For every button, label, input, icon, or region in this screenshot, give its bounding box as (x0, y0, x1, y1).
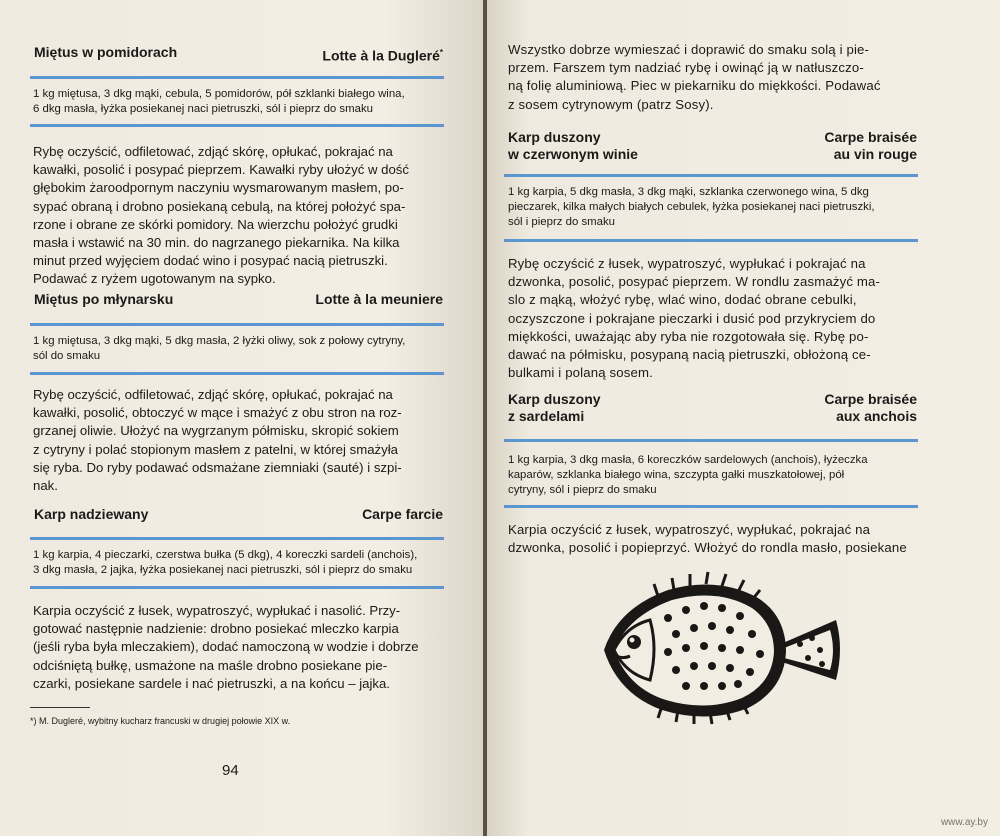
ingredients-list (33, 548, 445, 578)
ingredient-line: sól do smaku (33, 350, 101, 362)
recipe-instructions: Rybę oczyścić, odfiletować, zdjąć skórę, opłukać, pokrajać na kawałki, posolić, obtoczyć w mące i smażyć z obu stron na roz- grzanej oliwie. Ułożyć na wygrzanym półmisku, skropić sokiem z cytryny i polać stopionym masłem z patelni, w której smażyła się ryba. Do ryby podawać odsmażane ziemniaki (sauté) i szpi- nak. (33, 387, 402, 494)
ingredient-line: 1 kg karpia, 5 dkg masła, 3 dkg mąki, szklanka czerwonego wina, 5 dkg (508, 186, 869, 198)
recipe-instructions-continued: Wszystko dobrze wymieszać i doprawić do smaku solą i pie- przem. Farszem tym nadziać rybę i owinąć ją w natłuszczo- ną folię aluminiową. Piec w piekarniku do miękkości. Podawać z sosem cytrynowym (patrz Sosy). (508, 42, 881, 112)
divider-bar (504, 174, 918, 177)
recipe-title-fr: Lotte à la Dugleré* (322, 47, 443, 64)
divider-bar (30, 76, 444, 79)
ingredients-list (508, 185, 918, 230)
recipe-instructions: Karpia oczyścić z łusek, wypatroszyć, wypłukać i nasolić. Przy- gotować następnie nadzienie: drobno posiekać mleczko karpia (jeśli ryba była mleczakiem), dodać namoczoną w wodzie i dobrze odciśniętą bułkę, usmażone na maśle drobno posiekane pie- czarki, posiekane sardele i nać pietruszki, a na końcu – jajka. (33, 603, 419, 691)
recipe-instructions: Karpia oczyścić z łusek, wypatroszyć, wypłukać, pokrajać na dzwonka, posolić i popieprzyć. Włożyć do rondla masło, posiekane (508, 522, 907, 556)
ingredient-line: kaparów, szklanka białego wina, szczypta gałki muszkatołowej, pół (508, 469, 845, 481)
divider-bar (30, 124, 444, 127)
recipe-title-fr: Carpe farcie (362, 506, 443, 522)
ingredients-list (508, 453, 918, 498)
divider-bar (504, 505, 918, 508)
ingredient-line: 1 kg karpia, 4 pieczarki, czerstwa bułka (5 dkg), 4 koreczki sardeli (anchois), (33, 549, 418, 561)
left-page (0, 0, 483, 836)
divider-bar (30, 586, 444, 589)
recipe-title-pl: Karp duszony z sardelami (508, 391, 601, 424)
ingredient-line: 6 dkg masła, łyżka posiekanej naci pietruszki, sól i pieprz do smaku (33, 103, 373, 115)
footnote: *) M. Dugleré, wybitny kucharz francuski w drugiej połowie XIX w. (30, 716, 291, 726)
divider-bar (30, 323, 444, 326)
recipe-instructions: Rybę oczyścić z łusek, wypatroszyć, wypłukać i pokrajać na dzwonka, posolić, posypać pieprzem. W rondlu zasmażyć ma- slo z mąką, włożyć rybę, wlać wino, dodać obrane cebulki, oczyszczone i pokrajane pieczarki i dusić pod przykryciem do miękkości, uważając aby ryba nie rozgotowała się. Rybę po- dawać na półmisku, posypaną nacią pietruszki, obłożoną ce- bulkami i polaną sosem. (508, 256, 881, 381)
divider-bar (30, 372, 444, 375)
ingredient-line: 1 kg karpia, 3 dkg masła, 6 koreczków sardelowych (anchois), łyżeczka (508, 454, 868, 466)
ingredient-line: cytryny, sól i pieprz do smaku (508, 484, 657, 496)
recipe-title-fr: Lotte à la meuniere (315, 291, 443, 307)
divider-bar (504, 239, 918, 242)
recipe-title-pl: Miętus w pomidorach (34, 44, 178, 60)
recipe-title-pl: Miętus po młynarsku (34, 291, 174, 307)
fish-illustration (598, 568, 843, 728)
ingredient-line: 1 kg miętusa, 3 dkg mąki, cebula, 5 pomidorów, pół szklanki białego wina, (33, 88, 405, 100)
ingredients-list (33, 334, 445, 364)
ingredient-line: 3 dkg masła, 2 jajka, łyżka posiekanej naci pietruszki, sól i pieprz do smaku (33, 564, 413, 576)
recipe-title-pl: Karp duszony w czerwonym winie (508, 129, 638, 162)
ingredients-list (33, 87, 445, 117)
ingredient-line: pieczarek, kilka małych białych cebulek, łyżka posiekanej naci pietruszki, (508, 201, 875, 213)
ingredient-line: 1 kg miętusa, 3 dkg mąki, 5 dkg masła, 2 łyżki oliwy, sok z połowy cytryny, (33, 335, 406, 347)
recipe-instructions: Rybę oczyścić, odfiletować, zdjąć skórę, opłukać, pokrajać na kawałki, posolić i posypać pieprzem. Kawałki ryby ułożyć w dość głębokim żaroodpornym naczyniu wysmarowanym masłem, po- sypać obraną i drobno posiekaną cebulą, na której położyć spa- rzone i obrane ze skórki pomidory. Na wierzchu położyć grudki masła i wstawić na 30 min. do nagrzanego piekarnika. Na kilka minut przed wyjęciem dodać wino i posypać nacią pietruszki. Podawać z ryżem ugotowanym na sypko. (33, 144, 409, 287)
divider-bar (504, 439, 918, 442)
page-number: 94 (222, 762, 239, 779)
recipe-title-fr: Carpe braisée aux anchois (824, 391, 917, 424)
footnote-rule (30, 707, 90, 708)
recipe-title-pl: Karp nadziewany (34, 506, 149, 522)
watermark: www.ay.by (940, 817, 988, 828)
recipe-title-fr: Carpe braisée au vin rouge (824, 129, 917, 162)
divider-bar (30, 537, 444, 540)
ingredient-line: sól i pieprz do smaku (508, 216, 615, 228)
